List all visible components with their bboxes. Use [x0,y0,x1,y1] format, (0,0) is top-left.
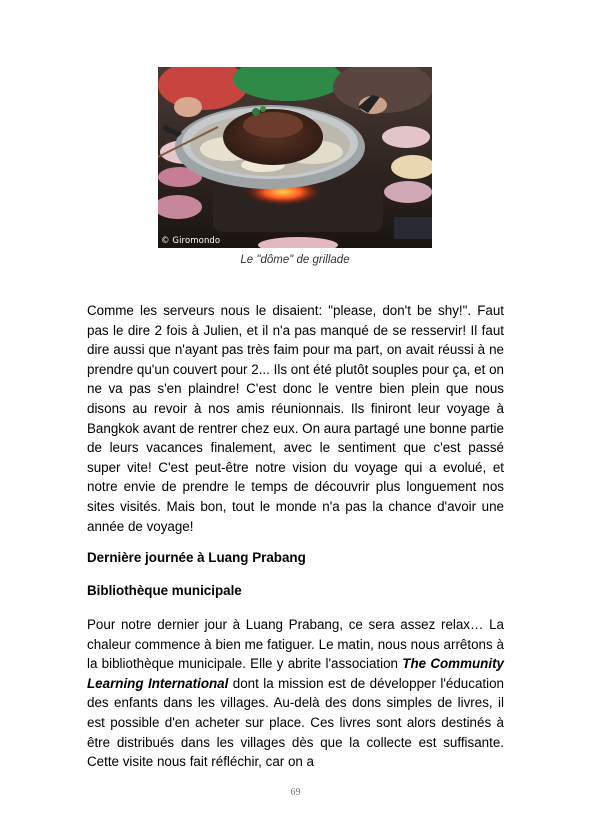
photo-credit: © Giromondo [161,236,221,246]
grill-dome-photo [158,67,432,248]
subsection-heading: Bibliothèque municipale [87,583,242,598]
page-number: 69 [290,787,301,798]
paragraph-text: dont la mission est de développer l'éducation des enfants dans les villages. Au-delà des dons simples de livres, il est possible d'en acheter sur place. Ces livres sont alors destinés à être distribués dans les villages dès que la collecte est suffisante. Cette visite nous fait réfléchir, car on a [87,675,504,770]
organization-name: The Community Learning International [87,656,504,691]
paragraph-text: Pour notre dernier jour à Luang Prabang, ce sera assez relax… La chaleur commence à bien me fatiguer. Le matin, nous nous arrêtons à la bibliothèque municipale. Elle y abrite l'association [87,617,504,672]
section-heading: Dernière journée à Luang Prabang [87,550,306,565]
body-paragraph [87,615,504,772]
figure-caption: Le "dôme" de grillade [240,254,350,266]
body-paragraph: Comme les serveurs nous le disaient: "please, don't be shy!". Faut pas le dire 2 fois à Julien, et il n'a pas manqué de se resservir! Il faut dire aussi que n'ayant pas très faim pour ma part, on avait réussi à ne prendre qu'un couvert pour 2... Ils ont été plutôt souples pour ça, et on ne va pas s'en plaindre! C'est donc le ventre bien plein que nous disons au revoir à nos amis réunionnais. Ils finiront leur voyage à Bangkok avant de rentrer chez eux. On aura partagé une bonne partie de leurs vacances finalement, avec le sentiment que c'est passé super vite! C'est peut-être notre vision du voyage qui a evolué, et notre envie de prendre le temps de découvrir plus longuement nos sites visités. Mais bon, tout le monde n'a pas la chance d'avoir une année de voyage! [87,303,504,534]
